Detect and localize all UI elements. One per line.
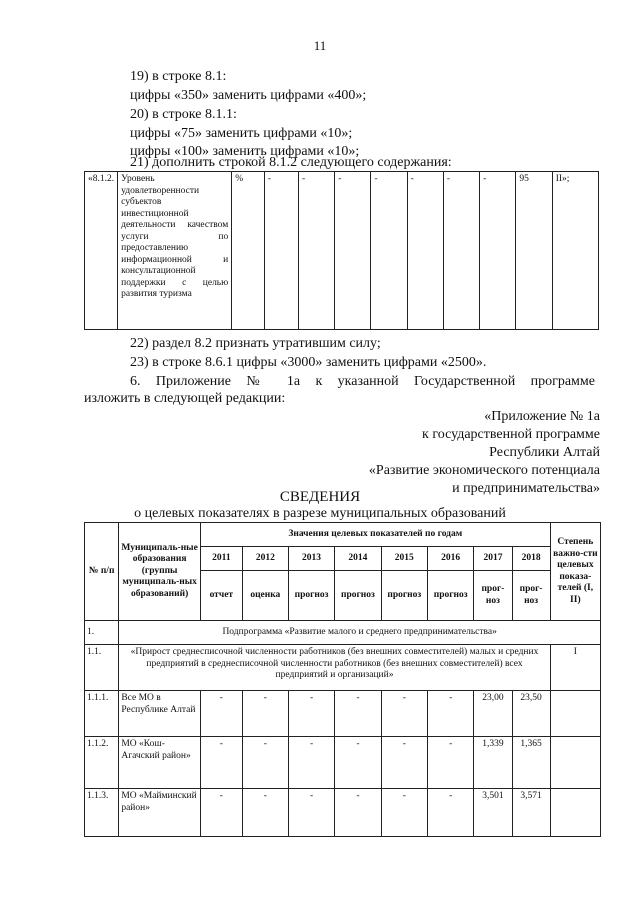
degree-cell xyxy=(550,691,600,737)
paragraph-line: изложить в следующей редакции: xyxy=(84,391,286,406)
municipality-name: МО «Майминский район» xyxy=(119,789,201,837)
amendment-line: 20) в строке 8.1.1: xyxy=(130,107,237,122)
kind-header: оценка xyxy=(242,571,288,621)
year-header: 2018 xyxy=(512,547,550,571)
kind-header: прог-ноз xyxy=(512,571,550,621)
amendment-line: 22) раздел 8.2 признать утратившим силу; xyxy=(130,336,381,351)
value-cell: 95 xyxy=(516,172,552,330)
amendment-line: 21) дополнить строкой 8.1.2 следующего содержания: xyxy=(130,155,452,170)
page-number: 11 xyxy=(313,38,327,53)
appendix-heading: к государственной программе xyxy=(422,427,600,442)
year-header: 2013 xyxy=(288,547,334,571)
dash-cell: - xyxy=(371,172,407,330)
year-header: 2016 xyxy=(427,547,473,571)
dash-cell: - xyxy=(407,172,443,330)
appendix-heading: и предпринимательства» xyxy=(452,481,600,496)
dash-cell: - xyxy=(443,172,479,330)
amendment-line: цифры «100» заменить цифрами «10»; xyxy=(130,144,360,159)
municipality-name: МО «Кош-Агачский район» xyxy=(119,737,201,789)
value-cell: - xyxy=(381,737,427,789)
kind-header: прогноз xyxy=(427,571,473,621)
row-unit: % xyxy=(232,172,264,330)
header-num: № п/п xyxy=(85,523,119,621)
header-municipality: Муниципаль-ные образования (группы муниципаль-ных образований) xyxy=(119,523,201,621)
amendment-line: 23) в строке 8.6.1 цифры «3000» заменить цифрами «2500». xyxy=(130,355,487,370)
value-cell: - xyxy=(381,691,427,737)
year-header: 2014 xyxy=(335,547,381,571)
row-code: «8.1.2. xyxy=(85,172,118,330)
row-name: Уровень удовлетворенности субъектов инвестиционной деятельности качеством услуги по предоставлению информационной и консультационной поддержки с целью развития туризма xyxy=(118,172,232,330)
year-header: 2012 xyxy=(242,547,288,571)
value-cell: - xyxy=(288,789,334,837)
paragraph-line: 6. Приложение № 1а к указанной Государственной программе xyxy=(130,374,595,389)
value-cell: 3,501 xyxy=(474,789,512,837)
appendix-heading: Республики Алтай xyxy=(489,445,600,460)
degree-cell: I xyxy=(550,645,600,691)
document-title: СВЕДЕНИЯ xyxy=(279,489,361,505)
dash-cell: - xyxy=(335,172,371,330)
appendix-heading: «Приложение № 1а xyxy=(484,409,600,424)
year-header: 2017 xyxy=(474,547,512,571)
value-cell: 23,00 xyxy=(474,691,512,737)
appendix-heading: «Развитие экономического потенциала xyxy=(368,463,600,478)
kind-header: прогноз xyxy=(335,571,381,621)
value-cell: - xyxy=(427,789,473,837)
row-num: 1.1.1. xyxy=(85,691,119,737)
value-cell: - xyxy=(242,789,288,837)
year-header: 2015 xyxy=(381,547,427,571)
value-cell: 3,571 xyxy=(512,789,550,837)
year-header: 2011 xyxy=(200,547,242,571)
value-cell: - xyxy=(427,691,473,737)
value-cell: - xyxy=(200,737,242,789)
indicators-table xyxy=(84,522,601,837)
header-degree: Степень важно-сти целевых показа-телей (I, II) xyxy=(550,523,600,621)
value-cell: - xyxy=(381,789,427,837)
value-cell: - xyxy=(427,737,473,789)
amendment-line: цифры «75» заменить цифрами «10»; xyxy=(130,126,353,141)
value-cell: - xyxy=(288,737,334,789)
dash-cell: - xyxy=(299,172,335,330)
row-num: 1.1.3. xyxy=(85,789,119,837)
degree-cell xyxy=(550,737,600,789)
dash-cell: - xyxy=(264,172,298,330)
degree-cell xyxy=(550,789,600,837)
table-row xyxy=(85,737,601,789)
table-row xyxy=(85,789,601,837)
row-num: 1.1. xyxy=(85,645,119,691)
value-cell: - xyxy=(242,737,288,789)
value-cell: - xyxy=(242,691,288,737)
row-8-1-2-table xyxy=(84,171,599,330)
value-cell: 1,365 xyxy=(512,737,550,789)
indicator-title: «Прирост среднесписочной численности работников (без внешних совместителей) малых и средних предприятий в среднесписочной численности работников (без внешних совместителей) всех предприятий и организаций» xyxy=(119,645,550,691)
subprogram-title: Подпрограмма «Развитие малого и среднего предпринимательства» xyxy=(119,621,601,645)
value-cell: - xyxy=(335,691,381,737)
value-cell: - xyxy=(335,737,381,789)
kind-header: прог-ноз xyxy=(474,571,512,621)
value-cell: - xyxy=(335,789,381,837)
kind-header: отчет xyxy=(200,571,242,621)
row-num: 1. xyxy=(85,621,119,645)
value-cell: 1,339 xyxy=(474,737,512,789)
value-cell: 23,50 xyxy=(512,691,550,737)
header-values: Значения целевых показателей по годам xyxy=(200,523,550,547)
amendment-line: цифры «350» заменить цифрами «400»; xyxy=(130,88,367,103)
kind-header: прогноз xyxy=(381,571,427,621)
value-cell: - xyxy=(200,691,242,737)
end-cell: II»; xyxy=(552,172,598,330)
table-row xyxy=(85,691,601,737)
row-num: 1.1.2. xyxy=(85,737,119,789)
value-cell: - xyxy=(200,789,242,837)
municipality-name: Все МО в Республике Алтай xyxy=(119,691,201,737)
document-subtitle: о целевых показателях в разрезе муниципальных образований xyxy=(134,506,506,521)
kind-header: прогноз xyxy=(288,571,334,621)
dash-cell: - xyxy=(480,172,516,330)
value-cell: - xyxy=(288,691,334,737)
amendment-line: 19) в строке 8.1: xyxy=(130,69,227,84)
